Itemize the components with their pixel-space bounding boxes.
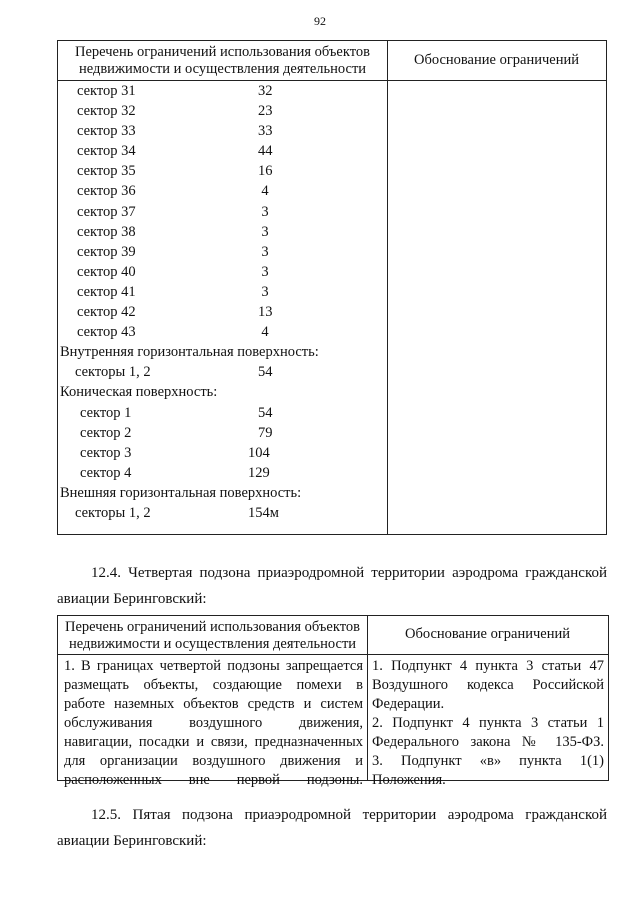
sector-value: 154м — [248, 504, 279, 521]
table-header-divider — [58, 654, 608, 655]
table-row — [58, 485, 387, 505]
justification-item: 3. Подпункт «в» пункта 1(1) Положения. — [372, 753, 604, 788]
sector-value: 4 — [261, 183, 269, 200]
sector-value: 54 — [258, 404, 273, 421]
sector-value: 3 — [261, 203, 269, 220]
paragraph-line: 12.5. Пятая подзона приаэродромной территории аэродрома гражданской — [91, 807, 607, 823]
table-row — [58, 324, 387, 344]
justification-list — [372, 657, 604, 790]
paragraph-line: авиации Беринговский: — [57, 591, 207, 607]
table-row — [58, 163, 387, 183]
table-row — [58, 224, 387, 244]
sector-label: сектор 41 — [77, 283, 136, 300]
table-row — [58, 244, 387, 264]
table-row — [58, 123, 387, 143]
restrictions-table-fourth-subzone — [57, 615, 609, 788]
sector-value: 79 — [258, 424, 273, 441]
sector-label: сектор 35 — [77, 163, 136, 180]
table-row — [58, 445, 387, 465]
sector-value: 33 — [258, 123, 273, 140]
table-row — [58, 304, 387, 324]
table-row — [58, 465, 387, 485]
sector-value: 16 — [258, 163, 273, 180]
justification-item: 1. Подпункт 4 пункта 3 статьи 47 Воздушного кодекса Российской Федерации. — [372, 658, 604, 712]
sector-label: сектор 3 — [80, 444, 132, 461]
sector-label: сектор 34 — [77, 143, 136, 160]
paragraph-line: авиации Беринговский: — [57, 833, 207, 849]
paragraph-12-4 — [57, 564, 607, 609]
sector-label: сектор 38 — [77, 223, 136, 240]
table-row — [58, 405, 387, 425]
sector-label: сектор 4 — [80, 464, 132, 481]
table-row — [58, 83, 387, 103]
table-row — [58, 364, 387, 384]
paragraph-line: 12.4. Четвертая подзона приаэродромной территории аэродрома гражданской — [91, 565, 607, 581]
paragraph-12-5 — [57, 806, 607, 851]
table-row — [58, 183, 387, 203]
sector-label: сектор 37 — [77, 203, 136, 220]
table-header-restrictions: Перечень ограничений использования объектов недвижимости и осуществления деятельности — [75, 44, 370, 77]
sector-value: 13 — [258, 304, 273, 321]
sector-value: 23 — [258, 103, 273, 120]
sector-value: 104 — [248, 444, 270, 461]
table-row — [58, 143, 387, 163]
table-header-restrictions: Перечень ограничений использования объектов недвижимости и осуществления деятельности — [65, 619, 360, 652]
sector-value: 129 — [248, 464, 270, 481]
table-header-justification: Обоснование ограничений — [414, 52, 579, 68]
table-row — [58, 204, 387, 224]
sector-value: 3 — [261, 283, 269, 300]
table-row — [58, 344, 387, 364]
page-number: 92 — [314, 14, 326, 28]
sector-label: Внутренняя горизонтальная поверхность: — [60, 344, 319, 361]
sector-label: Внешняя горизонтальная поверхность: — [60, 484, 302, 501]
restriction-text: 1. В границах четвертой подзоны запрещается размещать объекты, создающие помехи в работе наземных объектов средств и систем обслуживания воздушного движения, навигации, посадки и связи, предназначенных для организации воздушного движения и расположенных вне первой подзоны. — [64, 658, 363, 788]
table-row — [58, 264, 387, 284]
sector-value: 4 — [261, 324, 269, 341]
sector-label: сектор 36 — [77, 183, 136, 200]
restrictions-table-sectors — [57, 40, 607, 535]
sector-value: 3 — [261, 223, 269, 240]
sector-label: сектор 42 — [77, 304, 136, 321]
table-row — [58, 425, 387, 445]
sector-label: сектор 32 — [77, 103, 136, 120]
sector-label: Коническая поверхность: — [60, 384, 218, 401]
sector-value: 54 — [258, 364, 273, 381]
table-row — [58, 384, 387, 404]
sector-label: сектор 39 — [77, 243, 136, 260]
sector-label: секторы 1, 2 — [75, 364, 151, 381]
table-row — [58, 284, 387, 304]
sector-label: сектор 1 — [80, 404, 132, 421]
sector-label: секторы 1, 2 — [75, 504, 151, 521]
sector-label: сектор 43 — [77, 324, 136, 341]
sector-value: 32 — [258, 83, 273, 99]
table-row — [58, 103, 387, 123]
sector-label: сектор 31 — [77, 83, 136, 99]
table-header-divider — [58, 80, 606, 81]
sector-label: сектор 33 — [77, 123, 136, 140]
sector-label: сектор 2 — [80, 424, 132, 441]
sector-value: 3 — [261, 243, 269, 260]
sector-value: 3 — [261, 263, 269, 280]
sector-label: сектор 40 — [77, 263, 136, 280]
sector-value: 44 — [258, 143, 273, 160]
table-row — [58, 505, 387, 525]
table-column-divider — [387, 41, 388, 534]
justification-item: 2. Подпункт 4 пункта 3 статьи 1 Федерального закона № 135-ФЗ. — [372, 715, 604, 750]
sector-list — [58, 83, 387, 525]
table-header-justification: Обоснование ограничений — [405, 626, 570, 642]
